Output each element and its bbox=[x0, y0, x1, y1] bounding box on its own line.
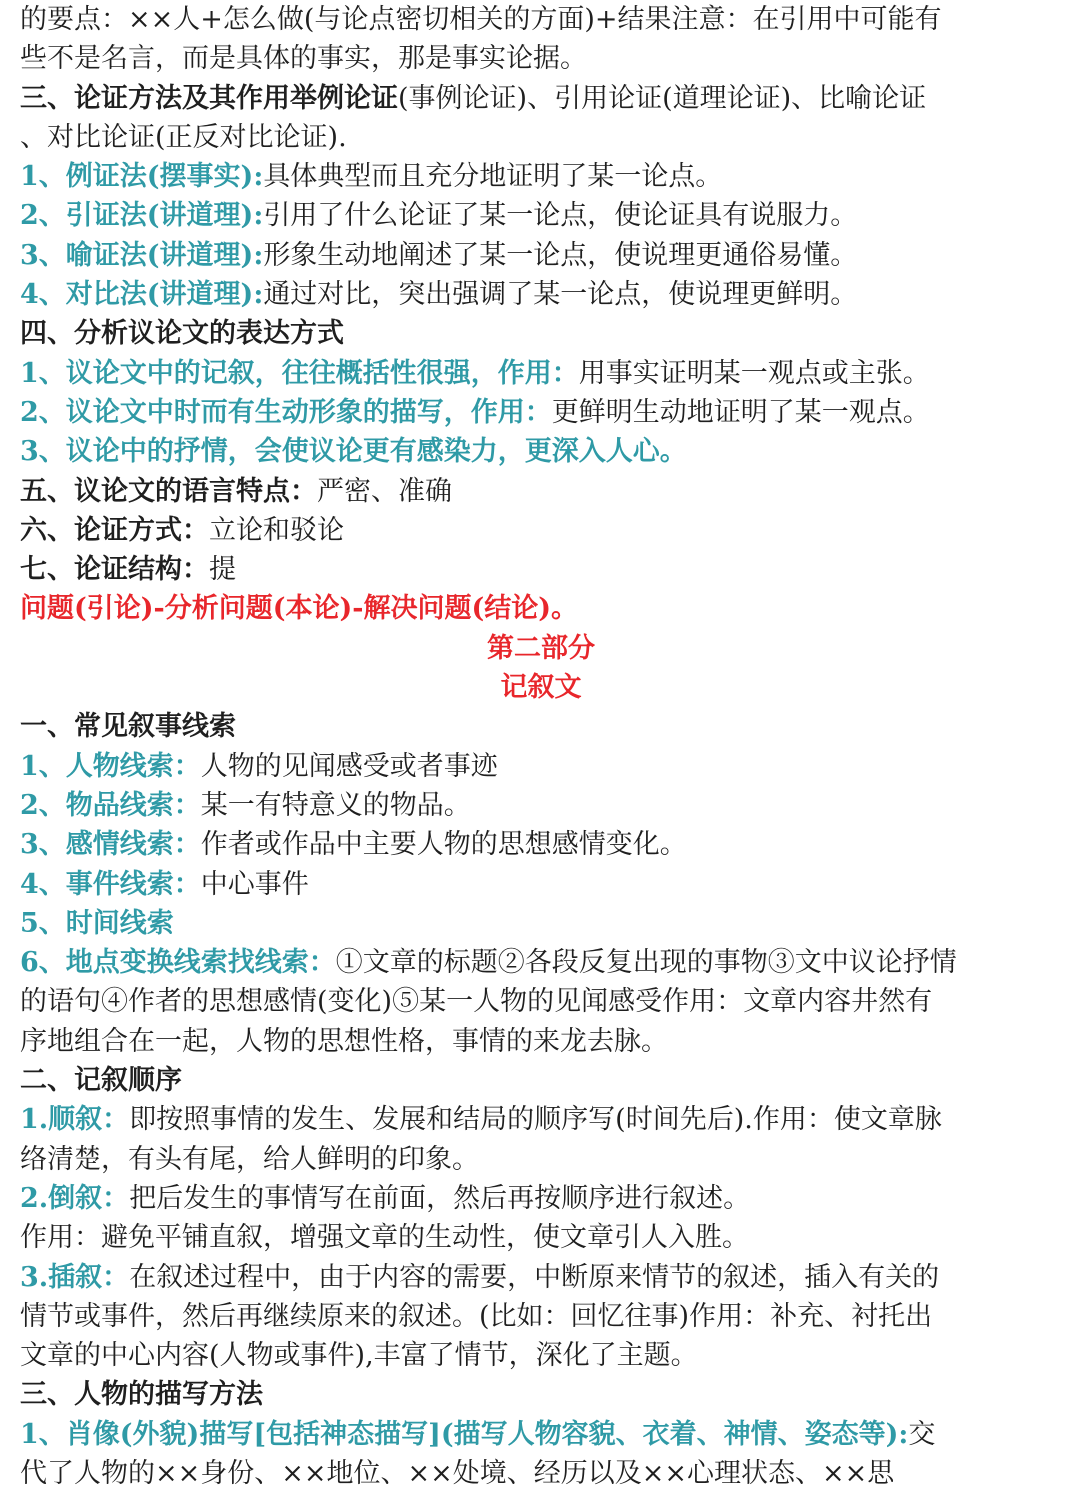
text-line bbox=[20, 0, 1062, 39]
body-text: 三、论证方法及其作用举例论证 bbox=[20, 82, 398, 114]
body-text: 四、分析议论文的表达方式 bbox=[20, 318, 344, 350]
highlighted-text: 1.顺叙： bbox=[20, 1104, 130, 1136]
body-text: 通过对比，突出强调了某一论点，使说理更鲜明。 bbox=[263, 279, 858, 311]
body-text: 把后发生的事情写在前面，然后再按顺序进行叙述。 bbox=[129, 1182, 751, 1214]
text-line bbox=[20, 904, 1062, 943]
highlighted-text: 1、例证法(摆事实): bbox=[20, 161, 264, 193]
text-line bbox=[20, 1100, 1062, 1139]
highlighted-text: 问题(引论)-分析问题(本论)-解决问题(结论)。 bbox=[20, 593, 579, 625]
highlighted-text: 2、引证法(讲道理): bbox=[20, 200, 264, 232]
body-text: 的要点：××人+怎么做(与论点密切相关的方面)+结果注意：在引用中可能有 bbox=[20, 4, 942, 35]
highlighted-text: 2、议论文中时而有生动形象的描写，作用： bbox=[20, 396, 552, 428]
body-text: 文章的中心内容(人物或事件),丰富了情节，深化了主题。 bbox=[20, 1340, 698, 1372]
text-line bbox=[20, 1022, 1062, 1061]
body-text: 人物的见闻感受或者事迹 bbox=[200, 750, 498, 782]
body-text: 、对比论证(正反对比论证). bbox=[20, 121, 347, 153]
body-text: 作者或作品中主要人物的思想感情变化。 bbox=[200, 829, 687, 861]
highlighted-text: 1、议论文中的记叙，往往概括性很强，作用： bbox=[20, 357, 579, 389]
highlighted-text: 记叙文 bbox=[500, 672, 582, 704]
body-text: 提 bbox=[209, 554, 236, 586]
body-text: 严密、准确 bbox=[317, 475, 452, 507]
body-text: 二、记叙顺序 bbox=[20, 1065, 182, 1097]
text-line bbox=[20, 1258, 1062, 1297]
body-text: 情节或事件，然后再继续原来的叙述。(比如：回忆往事)作用：补充、衬托出 bbox=[20, 1300, 933, 1332]
text-line bbox=[20, 432, 1062, 471]
body-text: 更鲜明生动地证明了某一观点。 bbox=[551, 396, 930, 428]
body-text: ①文章的标题②各段反复出现的事物③文中议论抒情 bbox=[335, 947, 957, 979]
body-text: 六、论证方式： bbox=[20, 514, 209, 546]
body-text: (事例论证)、引用论证(道理论证)、比喻论证 bbox=[398, 82, 927, 114]
text-line bbox=[20, 629, 1062, 668]
body-text: 引用了什么论证了某一论点，使论证具有说服力。 bbox=[263, 200, 858, 232]
body-text: 中心事件 bbox=[200, 868, 309, 900]
text-line bbox=[20, 943, 1062, 982]
text-line bbox=[20, 589, 1062, 628]
highlighted-text: 3、喻证法(讲道理): bbox=[20, 239, 264, 271]
text-line bbox=[20, 275, 1062, 314]
highlighted-text: 6、地点变换线索找线索： bbox=[20, 947, 336, 979]
text-line bbox=[20, 1375, 1062, 1414]
body-text: 立论和驳论 bbox=[209, 514, 344, 546]
text-line bbox=[20, 511, 1062, 550]
body-text: 络清楚，有头有尾，给人鲜明的印象。 bbox=[20, 1143, 479, 1175]
body-text: 交 bbox=[908, 1418, 936, 1450]
text-line bbox=[20, 825, 1062, 864]
text-line bbox=[20, 668, 1062, 707]
text-line bbox=[20, 550, 1062, 589]
text-line bbox=[20, 747, 1062, 786]
highlighted-text: 3、感情线索： bbox=[20, 829, 201, 861]
text-line bbox=[20, 393, 1062, 432]
text-line bbox=[20, 1415, 1062, 1454]
text-line bbox=[20, 1179, 1062, 1218]
text-line bbox=[20, 1454, 1062, 1493]
highlighted-text: 5、时间线索 bbox=[20, 907, 174, 939]
text-line bbox=[20, 786, 1062, 825]
highlighted-text: 3、议论中的抒情，会使议论更有感染力，更深入人心。 bbox=[20, 436, 687, 468]
text-line bbox=[20, 314, 1062, 353]
body-text: 具体典型而且充分地证明了某一论点。 bbox=[263, 161, 723, 193]
highlighted-text: 2、物品线索： bbox=[20, 789, 201, 821]
body-text: 某一有特意义的物品。 bbox=[200, 789, 471, 821]
text-line bbox=[20, 865, 1062, 904]
body-text: 代了人物的××身份、××地位、××处境、经历以及××心理状态、××思 bbox=[20, 1457, 895, 1489]
text-line bbox=[20, 118, 1062, 157]
highlighted-text: 1、人物线索： bbox=[20, 750, 201, 782]
text-line bbox=[20, 39, 1062, 78]
body-text: 即按照事情的发生、发展和结局的顺序写(时间先后).作用：使文章脉 bbox=[129, 1104, 942, 1136]
body-text: 序地组合在一起，人物的思想性格，事情的来龙去脉。 bbox=[20, 1025, 668, 1057]
text-line bbox=[20, 1336, 1062, 1375]
text-line bbox=[20, 157, 1062, 196]
text-line bbox=[20, 196, 1062, 235]
text-line bbox=[20, 1140, 1062, 1179]
text-line bbox=[20, 707, 1062, 746]
text-line bbox=[20, 236, 1062, 275]
highlighted-text: 3.插叙： bbox=[20, 1261, 130, 1293]
text-line bbox=[20, 1061, 1062, 1100]
highlighted-text: 4、事件线索： bbox=[20, 868, 201, 900]
body-text: 七、论证结构： bbox=[20, 554, 209, 586]
body-text: 三、人物的描写方法 bbox=[20, 1379, 263, 1411]
highlighted-text: 2.倒叙： bbox=[20, 1182, 130, 1214]
body-text: 用事实证明某一观点或主张。 bbox=[578, 357, 930, 389]
body-text: 五、议论文的语言特点： bbox=[20, 475, 317, 507]
highlighted-text: 4、对比法(讲道理): bbox=[20, 279, 264, 311]
highlighted-text: 第二部分 bbox=[487, 632, 595, 664]
body-text: 的语句④作者的思想感情(变化)⑤某一人物的见闻感受作用：文章内容井然有 bbox=[20, 986, 933, 1018]
body-text: 些不是名言，而是具体的事实，那是事实论据。 bbox=[20, 43, 587, 75]
body-text: 一、常见叙事线索 bbox=[20, 711, 236, 743]
highlighted-text: 1、肖像(外貌)描写[包括神态描写](描写人物容貌、衣着、神情、姿态等): bbox=[20, 1418, 909, 1450]
text-line bbox=[20, 354, 1062, 393]
body-text: 作用：避免平铺直叙，增强文章的生动性，使文章引人入胜。 bbox=[20, 1222, 749, 1254]
text-line bbox=[20, 982, 1062, 1021]
text-line bbox=[20, 1297, 1062, 1336]
text-line bbox=[20, 472, 1062, 511]
body-text: 形象生动地阐述了某一论点，使说理更通俗易懂。 bbox=[263, 239, 858, 271]
body-text: 在叙述过程中，由于内容的需要，中断原来情节的叙述，插入有关的 bbox=[129, 1261, 940, 1293]
text-line bbox=[20, 79, 1062, 118]
text-line bbox=[20, 1218, 1062, 1257]
